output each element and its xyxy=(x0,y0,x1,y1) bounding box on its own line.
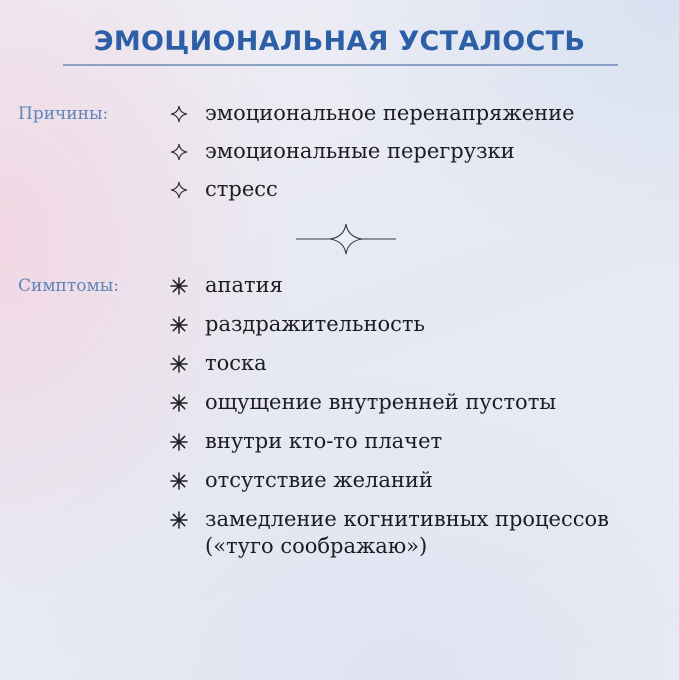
symptom-text: отсутствие желаний xyxy=(205,468,433,492)
eight-point-star-icon xyxy=(170,277,188,295)
sparkle-line-divider-icon xyxy=(296,222,396,256)
symptom-text: ощущение внутренней пустоты xyxy=(205,390,557,414)
symptoms-label: Симптомы: xyxy=(18,276,120,296)
cause-text: эмоциональные перегрузки xyxy=(205,139,515,163)
list-item xyxy=(170,350,675,377)
symptom-text: замедление когнитивных процессов («туго соображаю») xyxy=(205,507,609,558)
sparkle-outline-icon xyxy=(170,143,188,161)
list-item xyxy=(170,272,675,299)
list-item xyxy=(170,467,675,494)
list-item xyxy=(170,311,675,338)
causes-list xyxy=(170,100,575,214)
symptom-text: тоска xyxy=(205,351,267,375)
eight-point-star-icon xyxy=(170,355,188,373)
title-underline xyxy=(63,64,618,66)
sparkle-outline-icon xyxy=(170,181,188,199)
sparkle-outline-icon xyxy=(170,105,188,123)
causes-label: Причины: xyxy=(18,104,109,124)
cause-text: стресс xyxy=(205,177,278,201)
cause-text: эмоциональное перенапряжение xyxy=(205,101,575,125)
symptom-text: внутри кто-то плачет xyxy=(205,429,443,453)
eight-point-star-icon xyxy=(170,472,188,490)
eight-point-star-icon xyxy=(170,511,188,529)
list-item xyxy=(170,506,675,560)
eight-point-star-icon xyxy=(170,394,188,412)
list-item xyxy=(170,428,675,455)
symptom-text: раздражительность xyxy=(205,312,425,336)
symptom-text: апатия xyxy=(205,273,283,297)
list-item xyxy=(170,389,675,416)
list-item xyxy=(170,100,575,127)
page-title: ЭМОЦИОНАЛЬНАЯ УСТАЛОСТЬ xyxy=(93,26,586,57)
list-item xyxy=(170,138,575,165)
eight-point-star-icon xyxy=(170,433,188,451)
list-item xyxy=(170,176,575,203)
symptoms-list xyxy=(170,272,675,572)
eight-point-star-icon xyxy=(170,316,188,334)
